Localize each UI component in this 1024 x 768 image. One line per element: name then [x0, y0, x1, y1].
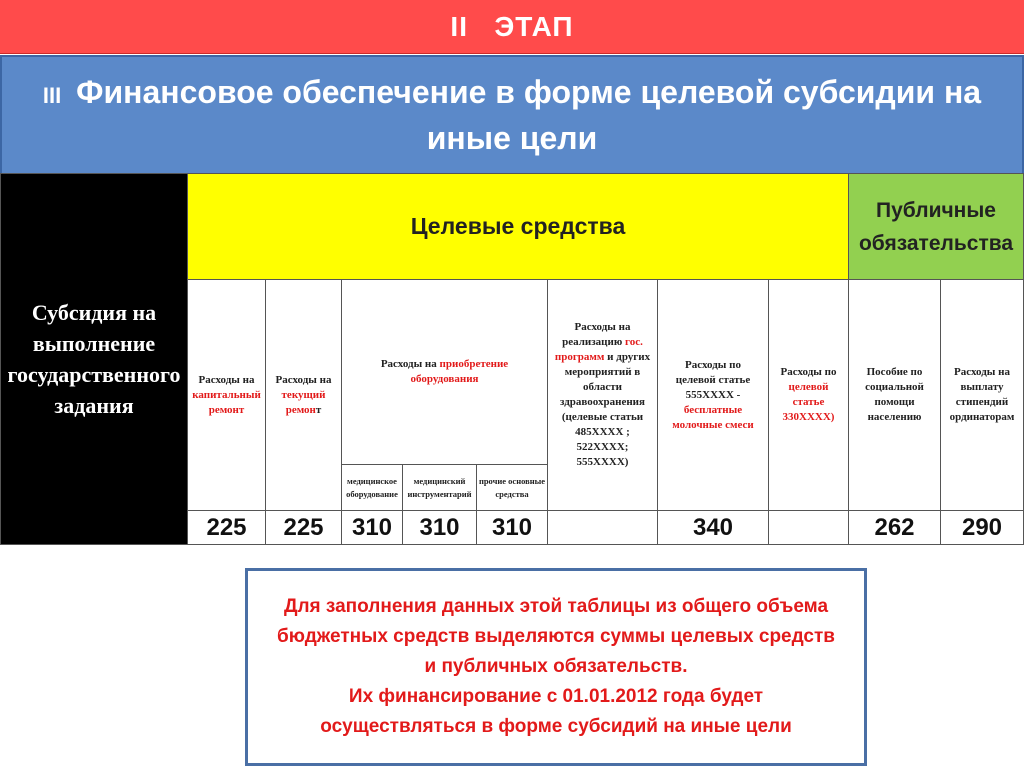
- subcol-other-assets: прочие основные средства: [476, 464, 548, 511]
- subcol-medical-instruments: медицинский инструментарий: [402, 464, 477, 511]
- note-line-2: Их финансирование с 01.01.2012 года будет осуществляться в форме субсидий на иные цели: [320, 686, 792, 737]
- col-programs: Расходы на реализацию гос. программ и других мероприятий в области здравоохранения (целевые статьи 485XXXX ; 522XXXX; 555XXXX): [547, 279, 658, 511]
- subcol-medical-equipment: медицинское оборудование: [341, 464, 403, 511]
- left-header: Субсидия на выполнение государственного задания: [0, 173, 188, 545]
- code-milk: 340: [657, 510, 769, 545]
- code-programs: [547, 510, 658, 545]
- info-note: [245, 568, 867, 766]
- col-stipend: Расходы на выплату стипендий ординаторам: [940, 279, 1024, 511]
- code-stipend: 290: [940, 510, 1024, 545]
- code-target-article: [768, 510, 849, 545]
- code-medical-equipment: 310: [341, 510, 403, 545]
- note-line-1: Для заполнения данных этой таблицы из общего объема бюджетных средств выделяются суммы целевых средств и публичных обязательств.: [277, 596, 835, 677]
- title-text: Финансовое обеспечение в форме целевой субсидии на иные цели: [76, 74, 982, 156]
- code-capital-repair: 225: [187, 510, 266, 545]
- col-social: Пособие по социальной помощи населению: [848, 279, 941, 511]
- col-target-article: Расходы по целевой статье 330XXXX): [768, 279, 849, 511]
- title-prefix: III: [42, 83, 62, 108]
- col-current-repair: Расходы на текущий ремонт: [265, 279, 342, 511]
- col-capital-repair: Расходы на капитальный ремонт: [187, 279, 266, 511]
- code-other-assets: 310: [476, 510, 548, 545]
- col-milk: Расходы по целевой статье 555XXXX - бесплатные молочные смеси: [657, 279, 769, 511]
- public-obligations-header: Публичные обязательства: [848, 173, 1024, 280]
- col-equipment: Расходы на приобретение оборудования: [341, 279, 548, 465]
- code-medical-instruments: 310: [402, 510, 477, 545]
- code-current-repair: 225: [265, 510, 342, 545]
- stage-label: II ЭТАП: [450, 10, 574, 42]
- target-funds-header: Целевые средства: [187, 173, 849, 280]
- code-social: 262: [848, 510, 941, 545]
- page-title: [0, 55, 1024, 175]
- stage-banner: [0, 0, 1024, 54]
